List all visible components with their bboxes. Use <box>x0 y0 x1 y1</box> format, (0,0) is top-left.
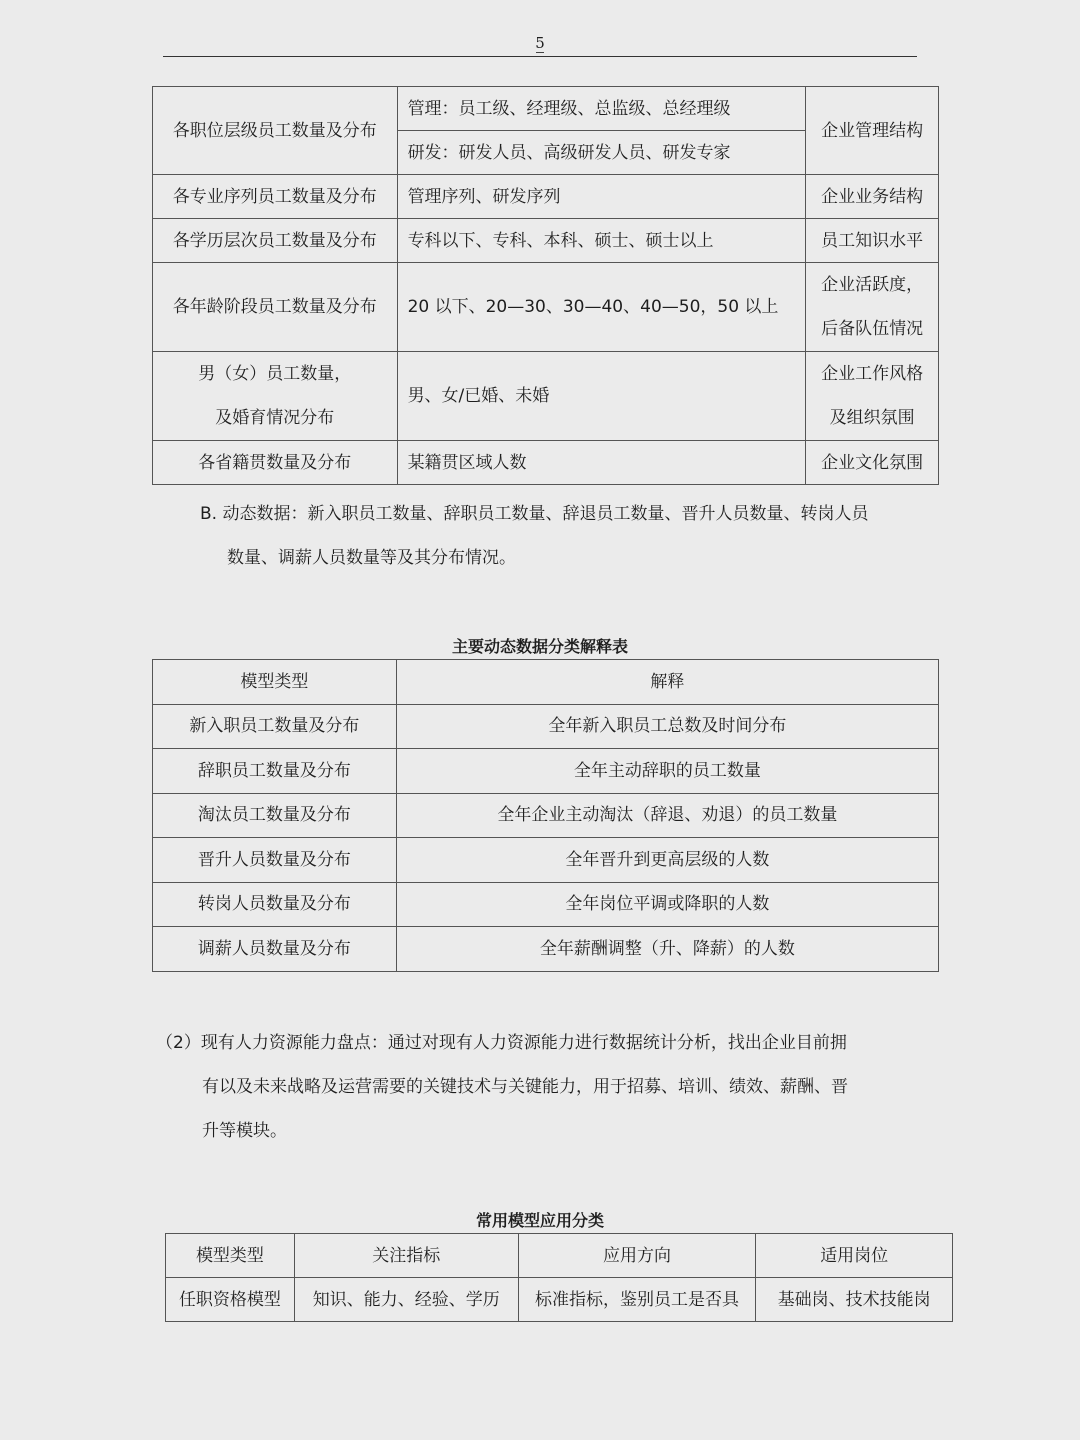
capability-line: 升等模块。 <box>202 1121 287 1141</box>
dynamic-table <box>152 659 939 972</box>
row-detail: 专科以下、专科、本科、硕士、硕士以上 <box>397 219 806 263</box>
table-row <box>153 704 939 749</box>
row-detail: 某籍贯区域人数 <box>397 441 806 485</box>
row-detail: 男、女/已婚、未婚 <box>397 352 806 441</box>
table-row <box>153 882 939 927</box>
dynamic-data-line: 数量、调薪人员数量等及其分布情况。 <box>227 548 516 568</box>
row-reflects: 企业管理结构 <box>806 87 939 175</box>
reflects-line: 后备队伍情况 <box>821 319 924 339</box>
model-table <box>165 1233 953 1322</box>
capability-line: 有以及未来战略及运营需要的关键技术与关键能力，用于招募、培训、绩效、薪酬、晋 <box>202 1077 848 1097</box>
page-number: 5 <box>535 34 545 52</box>
structure-table <box>152 86 939 485</box>
row-detail: 20 以下、20—30、30—40、40—50，50 以上 <box>397 263 806 352</box>
row-item: 各职位层级员工数量及分布 <box>153 87 398 175</box>
column-header: 解释 <box>396 660 938 705</box>
table-row <box>153 927 939 972</box>
table-row <box>153 793 939 838</box>
cell: 新入职员工数量及分布 <box>153 704 397 749</box>
row-item <box>153 352 398 441</box>
cell: 淘汰员工数量及分布 <box>153 793 397 838</box>
page-number-underline <box>536 52 544 53</box>
cell: 全年晋升到更高层级的人数 <box>396 838 938 883</box>
row-reflects <box>806 352 939 441</box>
cell: 基础岗、技术技能岗 <box>756 1278 953 1322</box>
row-detail: 管理序列、研发序列 <box>397 175 806 219</box>
row-reflects: 企业业务结构 <box>806 175 939 219</box>
table-row <box>153 749 939 794</box>
table-row <box>153 441 939 485</box>
table-row <box>153 87 939 131</box>
table-row <box>153 352 939 441</box>
reflects-line: 企业工作风格 <box>821 364 924 384</box>
capability-line: （2）现有人力资源能力盘点：通过对现有人力资源能力进行数据统计分析，找出企业目前拥 <box>156 1033 847 1053</box>
cell: 全年企业主动淘汰（辞退、劝退）的员工数量 <box>396 793 938 838</box>
row-reflects: 企业文化氛围 <box>806 441 939 485</box>
table-row <box>153 219 939 263</box>
dynamic-data-line: B. 动态数据：新入职员工数量、辞职员工数量、辞退员工数量、晋升人员数量、转岗人员 <box>200 504 869 524</box>
table-header-row <box>153 660 939 705</box>
table-header-row <box>166 1234 953 1278</box>
table-row <box>153 838 939 883</box>
cell: 知识、能力、经验、学历 <box>294 1278 518 1322</box>
row-item: 各专业序列员工数量及分布 <box>153 175 398 219</box>
reflects-line: 及组织氛围 <box>829 408 915 428</box>
cell: 全年薪酬调整（升、降薪）的人数 <box>396 927 938 972</box>
table-row <box>166 1278 953 1322</box>
item-line: 及婚育情况分布 <box>215 408 335 428</box>
cell: 转岗人员数量及分布 <box>153 882 397 927</box>
column-header: 应用方向 <box>518 1234 756 1278</box>
cell: 辞职员工数量及分布 <box>153 749 397 794</box>
row-item: 各年龄阶段员工数量及分布 <box>153 263 398 352</box>
row-reflects <box>806 263 939 352</box>
row-item: 各学历层次员工数量及分布 <box>153 219 398 263</box>
cell: 标准指标，鉴别员工是否具 <box>518 1278 756 1322</box>
dynamic-table-title: 主要动态数据分类解释表 <box>451 637 628 656</box>
cell: 全年岗位平调或降职的人数 <box>396 882 938 927</box>
reflects-line: 企业活跃度， <box>821 275 924 295</box>
table-row <box>153 175 939 219</box>
table-row <box>153 263 939 352</box>
cell: 调薪人员数量及分布 <box>153 927 397 972</box>
column-header: 模型类型 <box>153 660 397 705</box>
item-line: 男（女）员工数量， <box>198 364 352 384</box>
column-header: 模型类型 <box>166 1234 295 1278</box>
column-header: 适用岗位 <box>756 1234 953 1278</box>
cell: 全年新入职员工总数及时间分布 <box>396 704 938 749</box>
row-detail: 研发：研发人员、高级研发人员、研发专家 <box>397 131 806 175</box>
cell: 全年主动辞职的员工数量 <box>396 749 938 794</box>
column-header: 关注指标 <box>294 1234 518 1278</box>
row-reflects: 员工知识水平 <box>806 219 939 263</box>
cell: 任职资格模型 <box>166 1278 295 1322</box>
header-rule <box>163 56 917 57</box>
row-item: 各省籍贯数量及分布 <box>153 441 398 485</box>
row-detail: 管理：员工级、经理级、总监级、总经理级 <box>397 87 806 131</box>
cell: 晋升人员数量及分布 <box>153 838 397 883</box>
model-table-title: 常用模型应用分类 <box>475 1211 604 1230</box>
